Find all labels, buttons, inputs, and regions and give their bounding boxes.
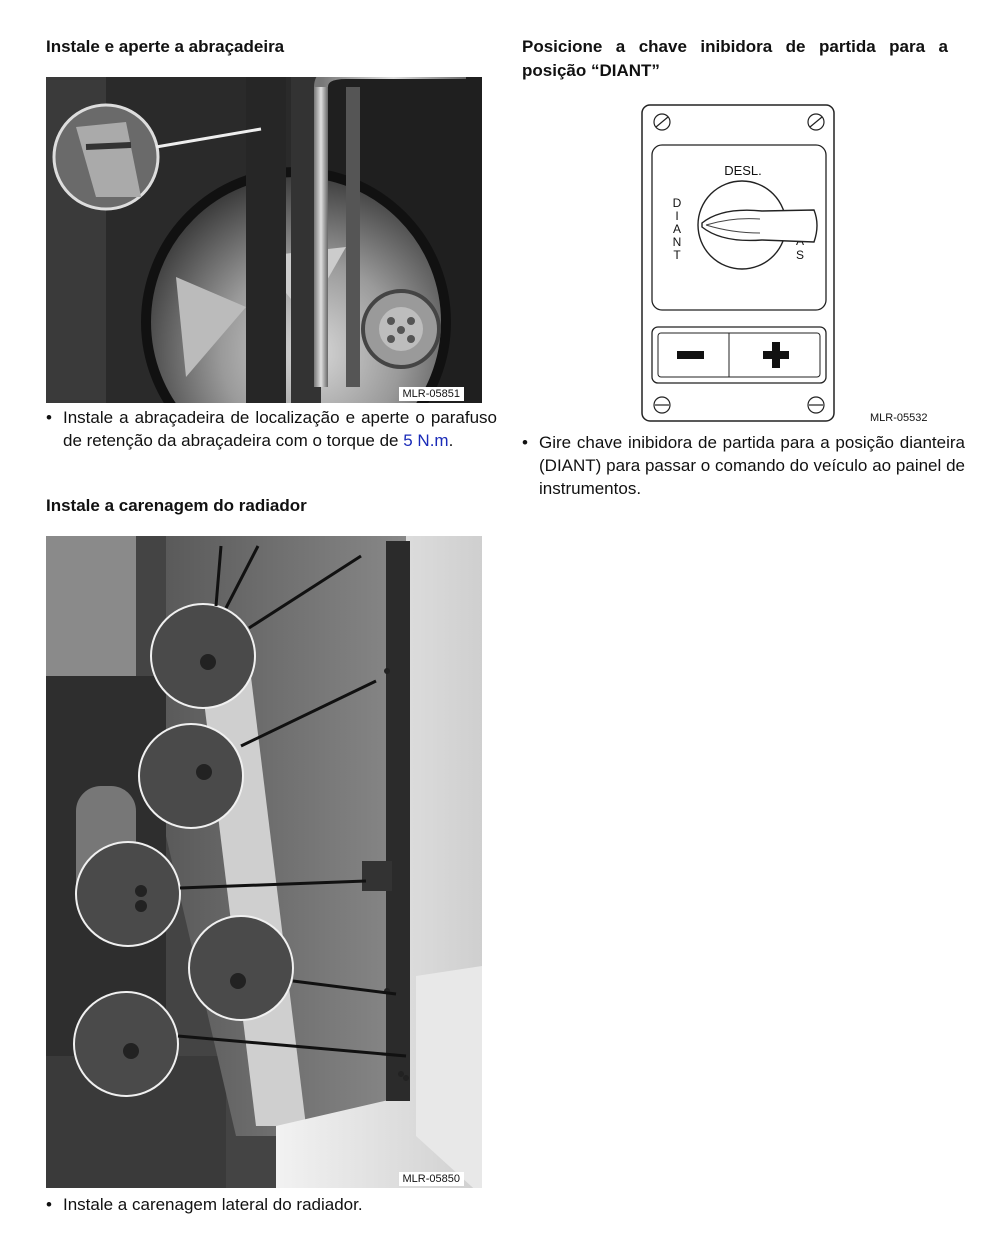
photo-fairing-figure: [46, 536, 482, 1188]
start-inhibit-switch-diagram: [522, 95, 958, 427]
bullet-symbol: •: [522, 433, 528, 452]
clamp-photo-illustration: [46, 77, 482, 403]
bullet-install-fairing: [46, 1193, 497, 1216]
photo-clamp-figure: [46, 77, 482, 403]
bullet-text: Instale a carenagem lateral do radiador.: [63, 1195, 363, 1214]
switch-label-diant-5: T: [673, 248, 681, 262]
bullet-text: Gire chave inibidora de partida para a posição dianteira (DIANT) para passar o comando do veículo ao painel de instrumentos.: [539, 433, 965, 498]
heading-install-fairing: Instale a carenagem do radiador: [46, 496, 307, 515]
switch-label-desl: DESL.: [724, 163, 762, 178]
bullet-symbol: •: [46, 408, 52, 427]
heading-position-switch: Posicione a chave inibidora de partida para a posição “DIANT”: [522, 37, 948, 80]
figure-label: MLR-05532: [866, 411, 931, 425]
switch-label-diant-2: I: [675, 209, 679, 223]
bullet-install-clamp: [46, 406, 497, 452]
bullet-symbol: •: [46, 1195, 52, 1214]
torque-link[interactable]: 5 N.m: [403, 431, 449, 450]
switch-diagram-figure: [522, 95, 958, 427]
heading-install-clamp: Instale e aperte a abraçadeira: [46, 37, 285, 56]
bullet-end: .: [448, 431, 454, 450]
minus-icon: [677, 351, 704, 359]
figure-label: MLR-05850: [399, 1172, 464, 1186]
switch-label-diant-1: D: [672, 196, 682, 210]
bullet-text: Instale a abraçadeira de localização e aperte o parafuso de retenção da abraçadeira com o torque de: [63, 408, 497, 450]
figure-label: MLR-05851: [399, 387, 464, 401]
switch-label-diant-4: N: [672, 235, 682, 249]
switch-label-as-2: S: [795, 248, 805, 262]
switch-label-diant-3: A: [672, 222, 682, 236]
fairing-photo-illustration: [46, 536, 482, 1188]
bullet-position-switch: [522, 431, 965, 500]
